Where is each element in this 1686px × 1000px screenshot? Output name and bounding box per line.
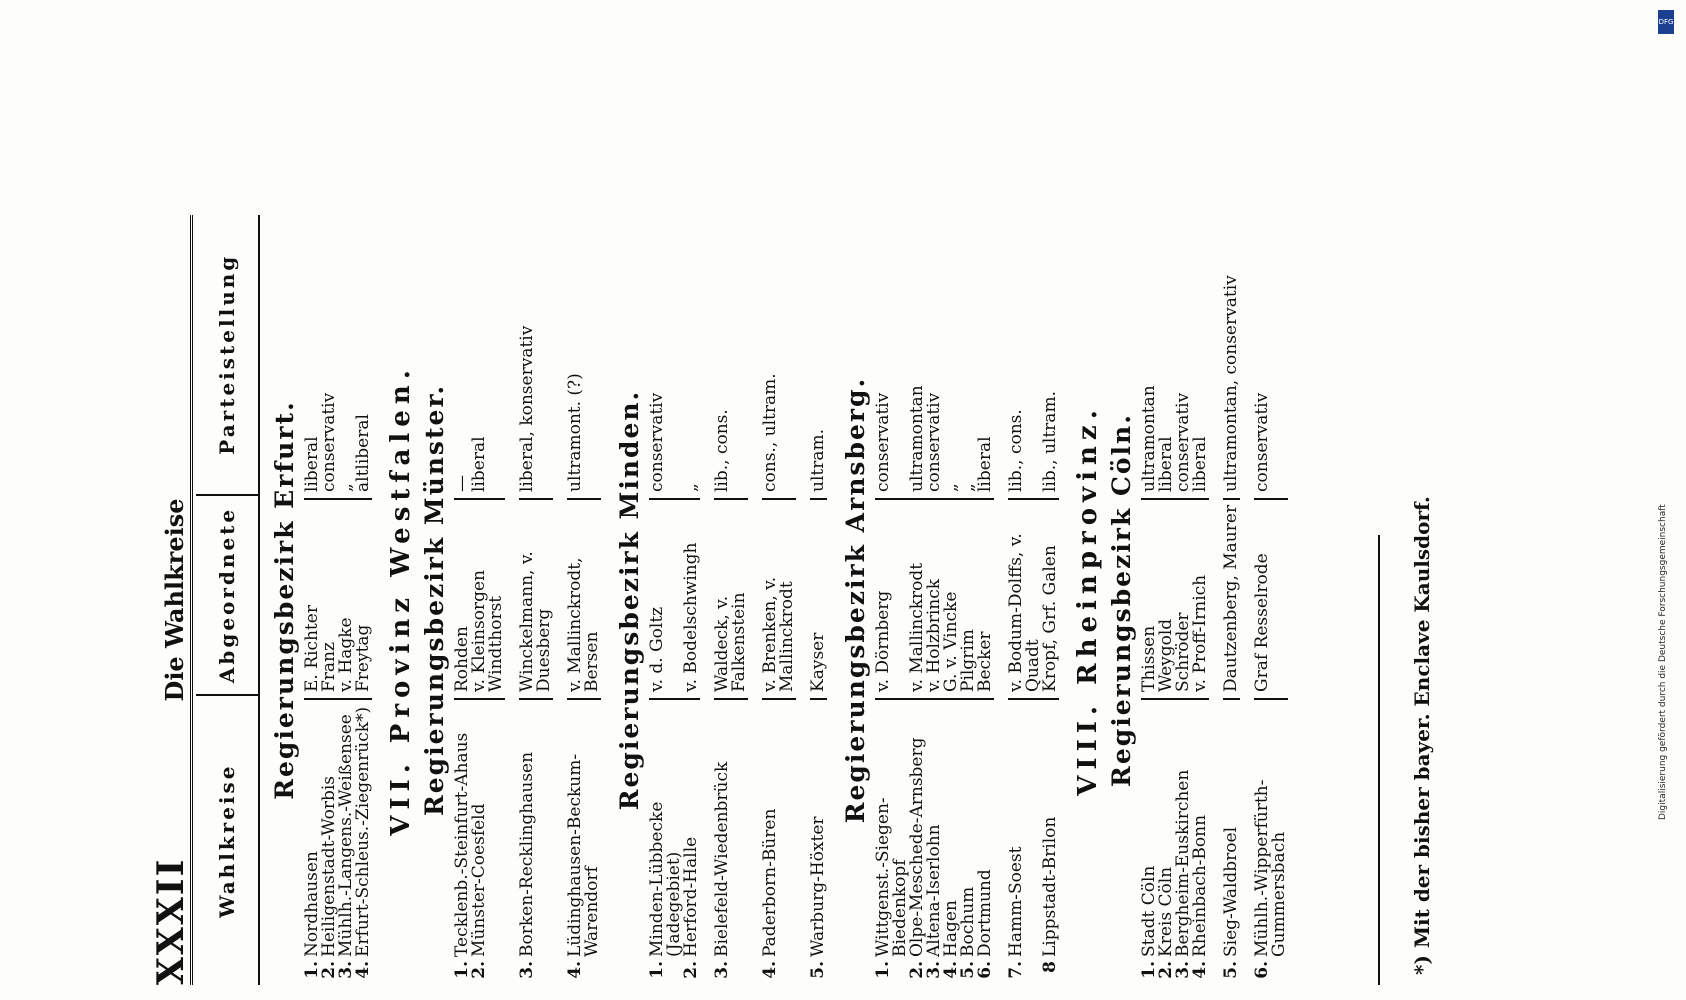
- row-number: 2.: [1156, 961, 1176, 979]
- district-group: [875, 215, 994, 985]
- wahlkreis-name: [488, 700, 505, 957]
- electoral-table: [190, 215, 1434, 985]
- abgeordnete-cell: Windthorst: [488, 500, 505, 700]
- province-title: VII. Provinz Westfalen.: [386, 364, 416, 836]
- row-number: 5.: [808, 961, 828, 979]
- row-number: 1.: [1139, 961, 1159, 979]
- wahlkreis-cell: [488, 700, 505, 985]
- abgeordnete-cell: Thissen: [1141, 500, 1158, 700]
- parteistellung-cell: lib., ultram.: [1042, 215, 1059, 500]
- regierungsbezirk-title: Regierungsbezirk Cöln.: [1107, 413, 1136, 787]
- wahlkreis-name: Altena-Iserlohn: [924, 824, 944, 957]
- row-number: 5.: [1221, 961, 1241, 979]
- abgeordnete-cell: v. Mallinckrodt, Bersen: [567, 500, 601, 700]
- digitization-note: Digitalisierung gefördert durch die Deutsche Forschungsgemeinschaft: [1658, 504, 1668, 820]
- parteistellung-cell: conservativ: [926, 215, 943, 500]
- wahlkreis-name: Dortmund: [975, 869, 995, 957]
- parteistellung-cell: liberal: [471, 215, 488, 500]
- district-group: [1141, 215, 1209, 985]
- province-title: VIII. Rheinprovinz.: [1073, 404, 1103, 796]
- parteistellung-cell: liberal: [1192, 215, 1209, 500]
- parteistellung-cell: liberal: [977, 215, 994, 500]
- wahlkreis-cell: [977, 700, 994, 985]
- row-number: 4.: [1190, 961, 1210, 979]
- abgeordnete-cell: Pilgrim: [960, 500, 977, 700]
- table-row: [1042, 215, 1059, 985]
- wahlkreis-name: Mühlh.-Wipperfürth-Gummersbach: [1252, 779, 1289, 957]
- abgeordnete-cell: v. Dörnberg: [875, 500, 909, 700]
- running-title: Die Wahlkreise: [160, 498, 189, 702]
- table-row: [943, 215, 960, 985]
- parteistellung-cell: [488, 215, 505, 500]
- table-row: [1008, 215, 1042, 985]
- table-header: [196, 215, 260, 985]
- row-number: 8: [1040, 961, 1060, 973]
- row-number: 2.: [319, 961, 339, 979]
- wahlkreis-cell: [762, 700, 796, 985]
- abgeordnete-cell: Kayser: [810, 500, 827, 700]
- district-group: [519, 215, 553, 985]
- table-row: [1254, 215, 1288, 985]
- parteistellung-cell: ultramontan, conservativ: [1223, 215, 1240, 500]
- wahlkreis-cell: [683, 700, 700, 985]
- dfg-logo: DFG: [1658, 10, 1674, 34]
- wahlkreis-name: Sieg-Waldbroel: [1221, 826, 1241, 957]
- column-header-parteistellung: Parteistellung: [196, 215, 258, 496]
- wahlkreis-name: Bielefeld-Wiedenbrück: [712, 761, 732, 957]
- parteistellung-cell: ultramontan: [1141, 215, 1158, 500]
- row-number: 2.: [907, 961, 927, 979]
- parteistellung-cell: altliberal: [355, 215, 372, 500]
- abgeordnete-cell: E. Richter: [304, 500, 321, 700]
- row-number: 7.: [1006, 961, 1026, 979]
- abgeordnete-cell: G. v. Vincke: [943, 500, 960, 700]
- wahlkreis-cell: [471, 700, 488, 985]
- page-header: [150, 215, 190, 985]
- wahlkreis-cell: [875, 700, 909, 985]
- wahlkreis-cell: [1223, 700, 1240, 985]
- table-row: [762, 215, 796, 985]
- wahlkreis-name: Warburg-Höxter: [808, 816, 828, 957]
- table-row: [1223, 215, 1240, 985]
- row-number: 2.: [469, 961, 489, 979]
- wahlkreis-cell: [519, 700, 553, 985]
- table-row: [810, 215, 827, 985]
- abgeordnete-cell: Kropf, Grf. Galen: [1042, 500, 1059, 700]
- abgeordnete-cell: Waldeck, v. Falkenstein: [714, 500, 748, 700]
- wahlkreis-cell: [1192, 700, 1209, 985]
- district-group: [714, 215, 748, 985]
- table-row: [649, 215, 683, 985]
- district-group: [762, 215, 796, 985]
- parteistellung-cell: conservativ: [1175, 215, 1192, 500]
- wahlkreis-name: Rheinbach-Bonn: [1190, 814, 1210, 957]
- regierungsbezirk-title: Regierungsbezirk Arnsberg.: [841, 376, 870, 824]
- wahlkreis-name: Heiligenstadt-Worbis: [319, 775, 339, 957]
- parteistellung-cell: lib., cons.: [1008, 215, 1042, 500]
- wahlkreis-name: Lippstadt-Brilon: [1040, 816, 1060, 957]
- district-group: [454, 215, 505, 985]
- row-number: 1.: [873, 961, 893, 979]
- row-number: 2.: [681, 961, 701, 979]
- column-header-wahlkreise: Wahlkreise: [215, 763, 239, 919]
- abgeordnete-cell: Becker: [977, 500, 994, 700]
- footnote: *) Mit der bisher bayer. Enclave Kaulsdorf.: [1410, 496, 1434, 975]
- abgeordnete-cell: v. Proff-Irnich: [1192, 500, 1209, 700]
- abgeordnete-cell: v. Kleinsorgen: [471, 500, 488, 700]
- wahlkreis-name: Bochum: [958, 886, 978, 957]
- abgeordnete-cell: v. Bodum-Dolffs, v. Quadt: [1008, 500, 1042, 700]
- wahlkreis-cell: [714, 700, 748, 985]
- wahlkreis-cell: [1042, 700, 1059, 985]
- row-number: 6.: [1252, 961, 1272, 979]
- parteistellung-cell: conservativ: [1254, 215, 1288, 500]
- abgeordnete-cell: Graf Resselrode: [1254, 500, 1288, 700]
- wahlkreis-name: Tecklenb.-Steinfurt-Ahaus: [452, 732, 472, 957]
- wahlkreis-cell: [649, 700, 683, 985]
- row-number: 1.: [647, 961, 667, 979]
- wahlkreis-name: Hamm-Soest: [1006, 846, 1026, 957]
- table-row: [488, 215, 505, 985]
- regierungsbezirk-title: Regierungsbezirk Minden.: [615, 389, 644, 811]
- wahlkreis-name: Herford-Halle: [681, 836, 701, 957]
- table-body: [266, 215, 1430, 985]
- table-row: [355, 215, 372, 985]
- document-page: [150, 215, 1490, 985]
- table-row: [977, 215, 994, 985]
- abgeordnete-cell: Schröder: [1175, 500, 1192, 700]
- abgeordnete-cell: v. Mallinckrodt: [909, 500, 926, 700]
- abgeordnete-cell: v. Hagke: [338, 500, 355, 700]
- abgeordnete-cell: Winckelmann, v. Duesberg: [519, 500, 553, 700]
- row-number: 1.: [302, 961, 322, 979]
- row-number: 5.: [958, 961, 978, 979]
- parteistellung-cell: „: [943, 215, 960, 500]
- regierungsbezirk-title: Regierungsbezirk Münster.: [420, 383, 449, 817]
- row-number: 6.: [975, 961, 995, 979]
- table-row: [519, 215, 553, 985]
- parteistellung-cell: conservativ: [875, 215, 909, 500]
- parteistellung-cell: lib., cons.: [714, 215, 748, 500]
- row-number: 4.: [565, 961, 585, 979]
- row-number: 4.: [760, 961, 780, 979]
- table-row: [875, 215, 909, 985]
- abgeordnete-cell: v. Holzbrinck: [926, 500, 943, 700]
- wahlkreis-name: Borken-Recklinghausen: [517, 751, 537, 957]
- row-number: 3.: [712, 961, 732, 979]
- wahlkreis-name: Hagen: [941, 900, 961, 957]
- district-group: [1008, 215, 1059, 985]
- parteistellung-cell: „: [960, 215, 977, 500]
- abgeordnete-cell: Freytag: [355, 500, 372, 700]
- table-row: [1192, 215, 1209, 985]
- wahlkreis-name: Erfurt-Schleus.-Ziegenrück*): [353, 706, 373, 957]
- row-number: 3.: [1173, 961, 1193, 979]
- abgeordnete-cell: v. Brenken, v. Mallinckrodt: [762, 500, 796, 700]
- parteistellung-cell: liberal, konservativ: [519, 215, 553, 500]
- abgeordnete-cell: Franz: [321, 500, 338, 700]
- table-row: [714, 215, 748, 985]
- abgeordnete-cell: Dautzenberg, Maurer: [1223, 500, 1240, 700]
- parteistellung-cell: liberal: [304, 215, 321, 500]
- row-number: 1.: [452, 961, 472, 979]
- wahlkreis-name: Nordhausen: [302, 851, 322, 957]
- wahlkreis-name: Olpe-Meschede-Arnsberg: [907, 737, 927, 957]
- parteistellung-cell: „: [683, 215, 700, 500]
- parteistellung-cell: —: [454, 215, 471, 500]
- column-header-abgeordnete: Abgeordnete: [196, 496, 258, 697]
- row-number: 3.: [924, 961, 944, 979]
- row-number: 4.: [353, 961, 373, 979]
- parteistellung-cell: conservativ: [321, 215, 338, 500]
- district-group: [810, 215, 827, 985]
- parteistellung-cell: conservativ: [649, 215, 683, 500]
- parteistellung-cell: „: [338, 215, 355, 500]
- parteistellung-cell: cons., ultram.: [762, 215, 796, 500]
- page-number: XXXII: [150, 857, 192, 985]
- abgeordnete-cell: v. Bodelschwingh: [683, 500, 700, 700]
- district-group: [1254, 215, 1288, 985]
- footnote-rule: [1378, 535, 1380, 985]
- abgeordnete-cell: Weygold: [1158, 500, 1175, 700]
- wahlkreis-name: Stadt Cöln: [1139, 865, 1159, 957]
- table-row: [683, 215, 700, 985]
- wahlkreis-cell: [355, 700, 372, 985]
- district-group: [304, 215, 372, 985]
- regierungsbezirk-title: Regierungsbezirk Erfurt.: [270, 400, 299, 800]
- parteistellung-cell: ultram.: [810, 215, 827, 500]
- abgeordnete-cell: v. d. Goltz: [649, 500, 683, 700]
- parteistellung-cell: liberal: [1158, 215, 1175, 500]
- district-group: [1223, 215, 1240, 985]
- row-number: [488, 957, 505, 985]
- wahlkreis-name: Wittgenst.-Siegen-Biedenkopf: [873, 797, 910, 957]
- wahlkreis-name: Paderborn-Büren: [760, 808, 780, 957]
- wahlkreis-name: Kreis Cöln: [1156, 866, 1176, 957]
- row-number: 4.: [941, 961, 961, 979]
- wahlkreis-cell: [810, 700, 827, 985]
- district-group: [649, 215, 700, 985]
- wahlkreis-cell: [1254, 700, 1288, 985]
- row-number: 3.: [336, 961, 356, 979]
- table-row: [567, 215, 601, 985]
- district-group: [567, 215, 601, 985]
- row-number: 3.: [517, 961, 537, 979]
- wahlkreis-name: Münster-Coesfeld: [469, 803, 489, 957]
- wahlkreis-name: Mühlh.-Langens.-Weißensee: [336, 714, 356, 957]
- wahlkreis-name: Bergheim-Euskirchen: [1173, 769, 1193, 957]
- parteistellung-cell: ultramont. (?): [567, 215, 601, 500]
- wahlkreis-name: Minden-Lübbecke (Jadegebiet): [647, 801, 684, 957]
- wahlkreis-name: Lüdinghausen-Beckum-Warendorf: [565, 753, 602, 957]
- parteistellung-cell: ultramontan: [909, 215, 926, 500]
- abgeordnete-cell: Rohden: [454, 500, 471, 700]
- wahlkreis-cell: [567, 700, 601, 985]
- wahlkreis-cell: [1008, 700, 1042, 985]
- table-top-rule: [190, 215, 193, 985]
